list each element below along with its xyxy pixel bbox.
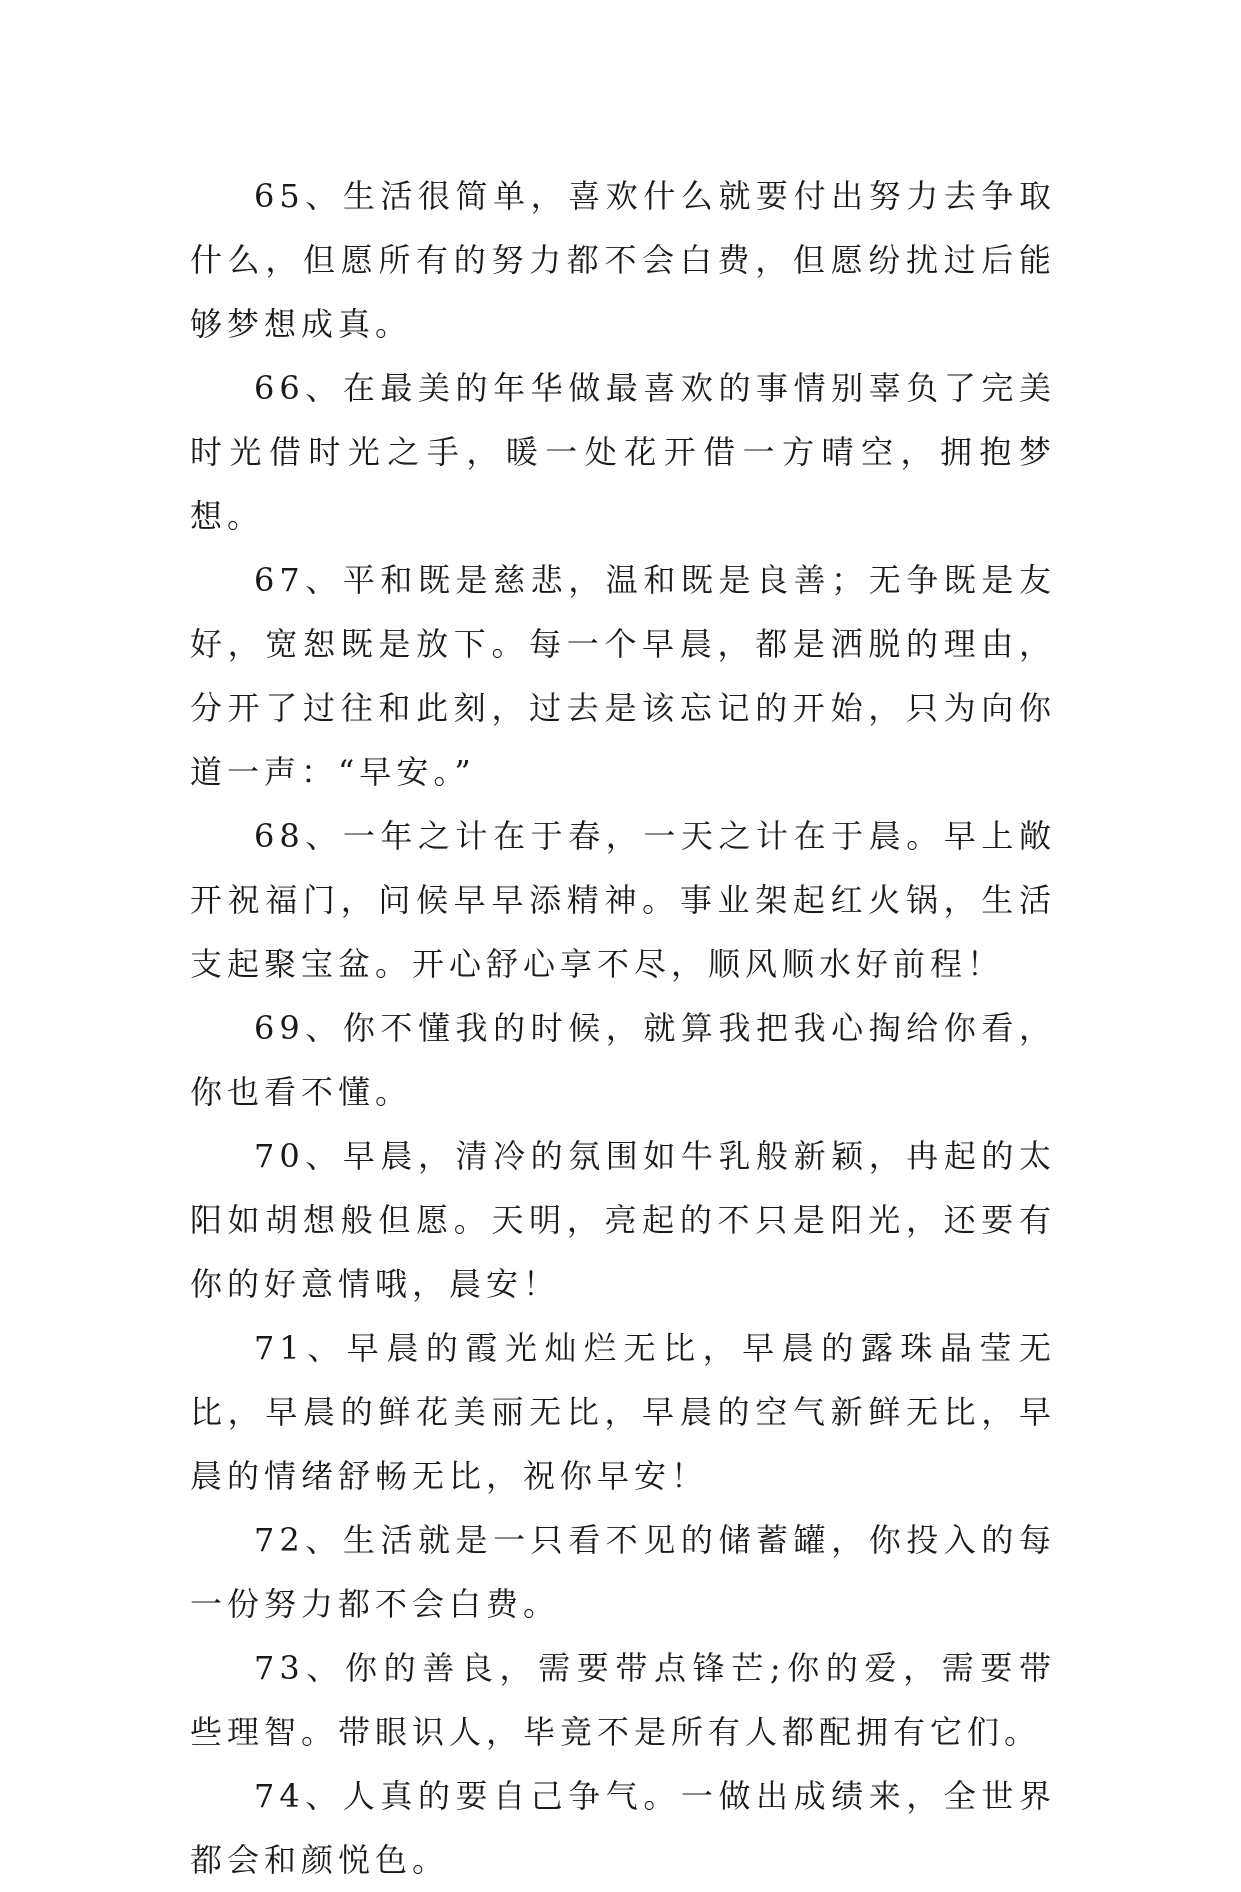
paragraph-72: 72、生活就是一只看不见的储蓄罐，你投入的每一份努力都不会白费。 bbox=[190, 1521, 1056, 1623]
paragraph-73: 73、你的善良，需要带点锋芒;你的爱，需要带些理智。带眼识人，毕竟不是所有人都配拥有它们。 bbox=[190, 1649, 1056, 1751]
paragraph-71: 71、早晨的霞光灿烂无比，早晨的露珠晶莹无比，早晨的鲜花美丽无比，早晨的空气新鲜无比，早晨的情绪舒畅无比，祝你早安！ bbox=[190, 1329, 1056, 1495]
paragraph-74: 74、人真的要自己争气。一做出成绩来，全世界都会和颜悦色。 bbox=[190, 1777, 1056, 1879]
paragraph-66: 66、在最美的年华做最喜欢的事情别辜负了完美时光借时光之手，暖一处花开借一方晴空，拥抱梦想。 bbox=[190, 369, 1056, 535]
document-body bbox=[190, 164, 1056, 1892]
paragraph-65: 65、生活很简单，喜欢什么就要付出努力去争取什么，但愿所有的努力都不会白费，但愿纷扰过后能够梦想成真。 bbox=[190, 177, 1056, 343]
paragraph-67: 67、平和既是慈悲，温和既是良善；无争既是友好，宽恕既是放下。每一个早晨，都是洒脱的理由，分开了过往和此刻，过去是该忘记的开始，只为向你道一声：“早安。” bbox=[190, 561, 1056, 791]
paragraph-70: 70、早晨，清冷的氛围如牛乳般新颖，冉起的太阳如胡想般但愿。天明，亮起的不只是阳光，还要有你的好意情哦，晨安！ bbox=[190, 1137, 1056, 1303]
paragraph-68: 68、一年之计在于春，一天之计在于晨。早上敞开祝福门，问候早早添精神。事业架起红火锅，生活支起聚宝盆。开心舒心享不尽，顺风顺水好前程！ bbox=[190, 817, 1056, 983]
paragraph-69: 69、你不懂我的时候，就算我把我心掏给你看，你也看不懂。 bbox=[190, 1009, 1056, 1111]
